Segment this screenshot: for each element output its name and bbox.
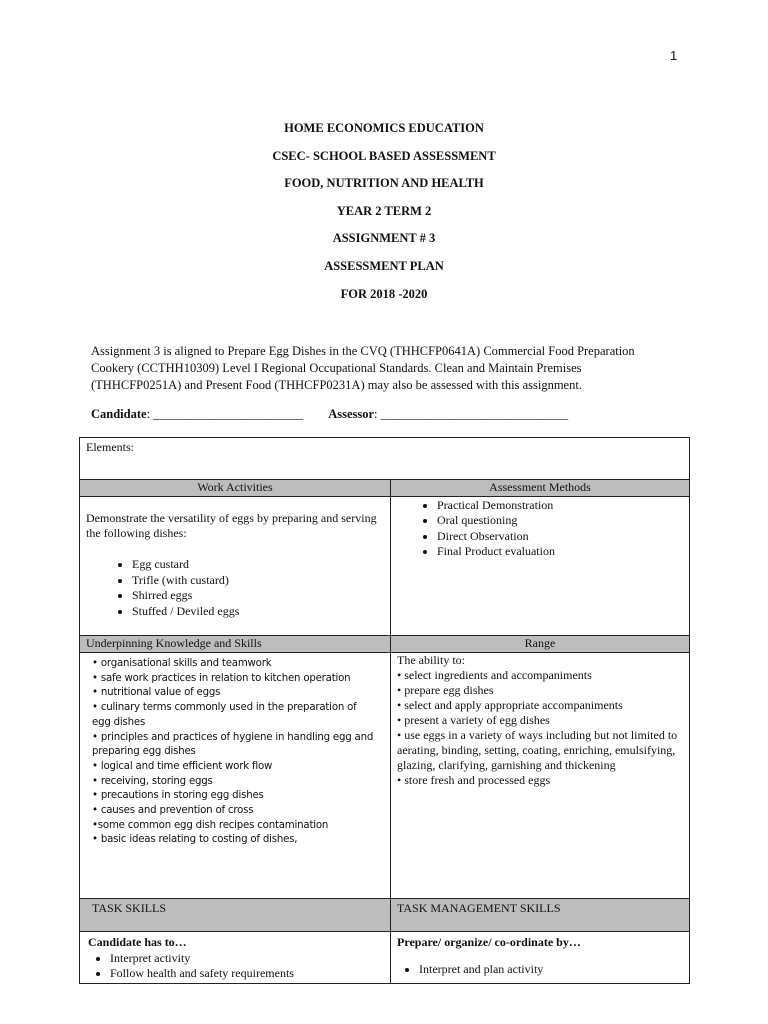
knowledge-row: [80, 652, 689, 898]
document-heading: [0, 120, 768, 313]
task-skills-header: TASK SKILLS: [80, 899, 391, 931]
dish-list: [86, 557, 384, 619]
list-item: • receiving, storing eggs: [92, 775, 213, 787]
candidate-label: Candidate: [91, 407, 147, 421]
list-item: • logical and time efficient work flow: [92, 760, 273, 772]
list-item: • principles and practices of hygiene in handling egg and preparing egg dishes: [92, 731, 374, 758]
list-item: • use eggs in a variety of ways including but not limited to aerating, binding, setting, coating, enriching, emulsifying, glazing, clarifying, garnishing and thickening: [397, 728, 678, 772]
list-item: • Follow health and safety requirements: [110, 966, 382, 981]
elements-label: Elements:: [86, 440, 134, 454]
list-item: • causes and prevention of cross: [92, 805, 254, 817]
list-item: • Trifle (with custard): [132, 573, 384, 589]
list-item: • Egg custard: [132, 557, 384, 573]
task-management-cell: [391, 932, 689, 983]
assessment-methods-header: Assessment Methods: [391, 480, 689, 496]
page-number: 1: [670, 48, 678, 63]
list-item: • Practical Demonstration: [437, 498, 689, 513]
list-item: • store fresh and processed eggs: [397, 773, 551, 787]
work-activities-row: [80, 496, 689, 635]
list-item: • Oral questioning: [437, 513, 689, 528]
list-item: • basic ideas relating to costing of dishes,: [92, 834, 298, 846]
heading-line: ASSIGNMENT # 3: [332, 231, 436, 246]
task-skills-list: [88, 951, 382, 981]
heading-line: FOOD, NUTRITION AND HEALTH: [284, 176, 484, 191]
list-item: • Final Product evaluation: [437, 544, 689, 559]
list-item: • safe work practices in relation to kitchen operation: [92, 672, 351, 684]
work-activities-cell: [80, 497, 391, 635]
list-item: • Interpret activity: [110, 951, 382, 966]
heading-line: YEAR 2 TERM 2: [336, 203, 432, 218]
candidate-blank: : ________________________: [146, 407, 304, 421]
list-item: • prepare egg dishes: [397, 683, 494, 697]
heading-line: FOR 2018 -2020: [340, 286, 428, 301]
work-intro: Demonstrate the versatility of eggs by preparing and serving the following dishes:: [86, 511, 377, 540]
assessor-label: Assessor: [328, 407, 375, 421]
task-row: [80, 931, 689, 983]
heading-line: CSEC- SCHOOL BASED ASSESSMENT: [272, 148, 496, 163]
prepare-organize: Prepare/ organize/ co-ordinate by…: [397, 935, 581, 949]
list-item: • Direct Observation: [437, 529, 689, 544]
task-management-list: [397, 962, 683, 977]
list-item: • Stuffed / Deviled eggs: [132, 604, 384, 620]
list-item: • nutritional value of eggs: [92, 687, 221, 699]
list-item: •some common egg dish recipes contamination: [92, 819, 329, 831]
underpinning-header: Underpinning Knowledge and Skills: [80, 636, 391, 652]
assessment-plan-table: [79, 437, 690, 984]
work-activities-header: Work Activities: [80, 480, 391, 496]
knowledge-header-row: [80, 635, 689, 652]
assessment-methods-cell: [391, 497, 689, 635]
task-header-row: [80, 898, 689, 931]
methods-list: [391, 498, 689, 559]
range-cell: [391, 653, 689, 898]
task-skills-cell: [80, 932, 391, 983]
elements-row: [80, 438, 689, 479]
underpinning-cell: [80, 653, 391, 898]
range-intro: The ability to:: [397, 653, 465, 667]
assessor-blank: : ______________________________: [374, 407, 569, 421]
list-item: • Interpret and plan activity: [419, 962, 683, 977]
list-item: • precautions in storing egg dishes: [92, 790, 264, 802]
task-management-header: TASK MANAGEMENT SKILLS: [391, 899, 689, 931]
list-item: • culinary terms commonly used in the preparation of egg dishes: [92, 702, 357, 728]
list-item: • Shirred eggs: [132, 588, 384, 604]
candidate-assessor-line: [91, 407, 568, 422]
list-item: • present a variety of egg dishes: [397, 713, 550, 727]
list-item: • organisational skills and teamwork: [92, 658, 272, 669]
heading-line: HOME ECONOMICS EDUCATION: [284, 121, 484, 135]
list-item: • select and apply appropriate accompaniments: [397, 698, 623, 712]
heading-line: ASSESSMENT PLAN: [324, 258, 444, 273]
candidate-has-to: Candidate has to…: [88, 935, 187, 949]
work-header-row: [80, 479, 689, 496]
range-header: Range: [391, 636, 689, 652]
intro-paragraph: Assignment 3 is aligned to Prepare Egg Dishes in the CVQ (THHCFP0641A) Commercial Food Preparation Cookery (CCTHH10309) Level I Regional Occupational Standards. Clean and Maintain Premises (THHCFP0251A) and Present Food (THHCFP0231A) may also be assessed with this assignment.: [91, 344, 635, 392]
list-item: • select ingredients and accompaniments: [397, 668, 592, 682]
